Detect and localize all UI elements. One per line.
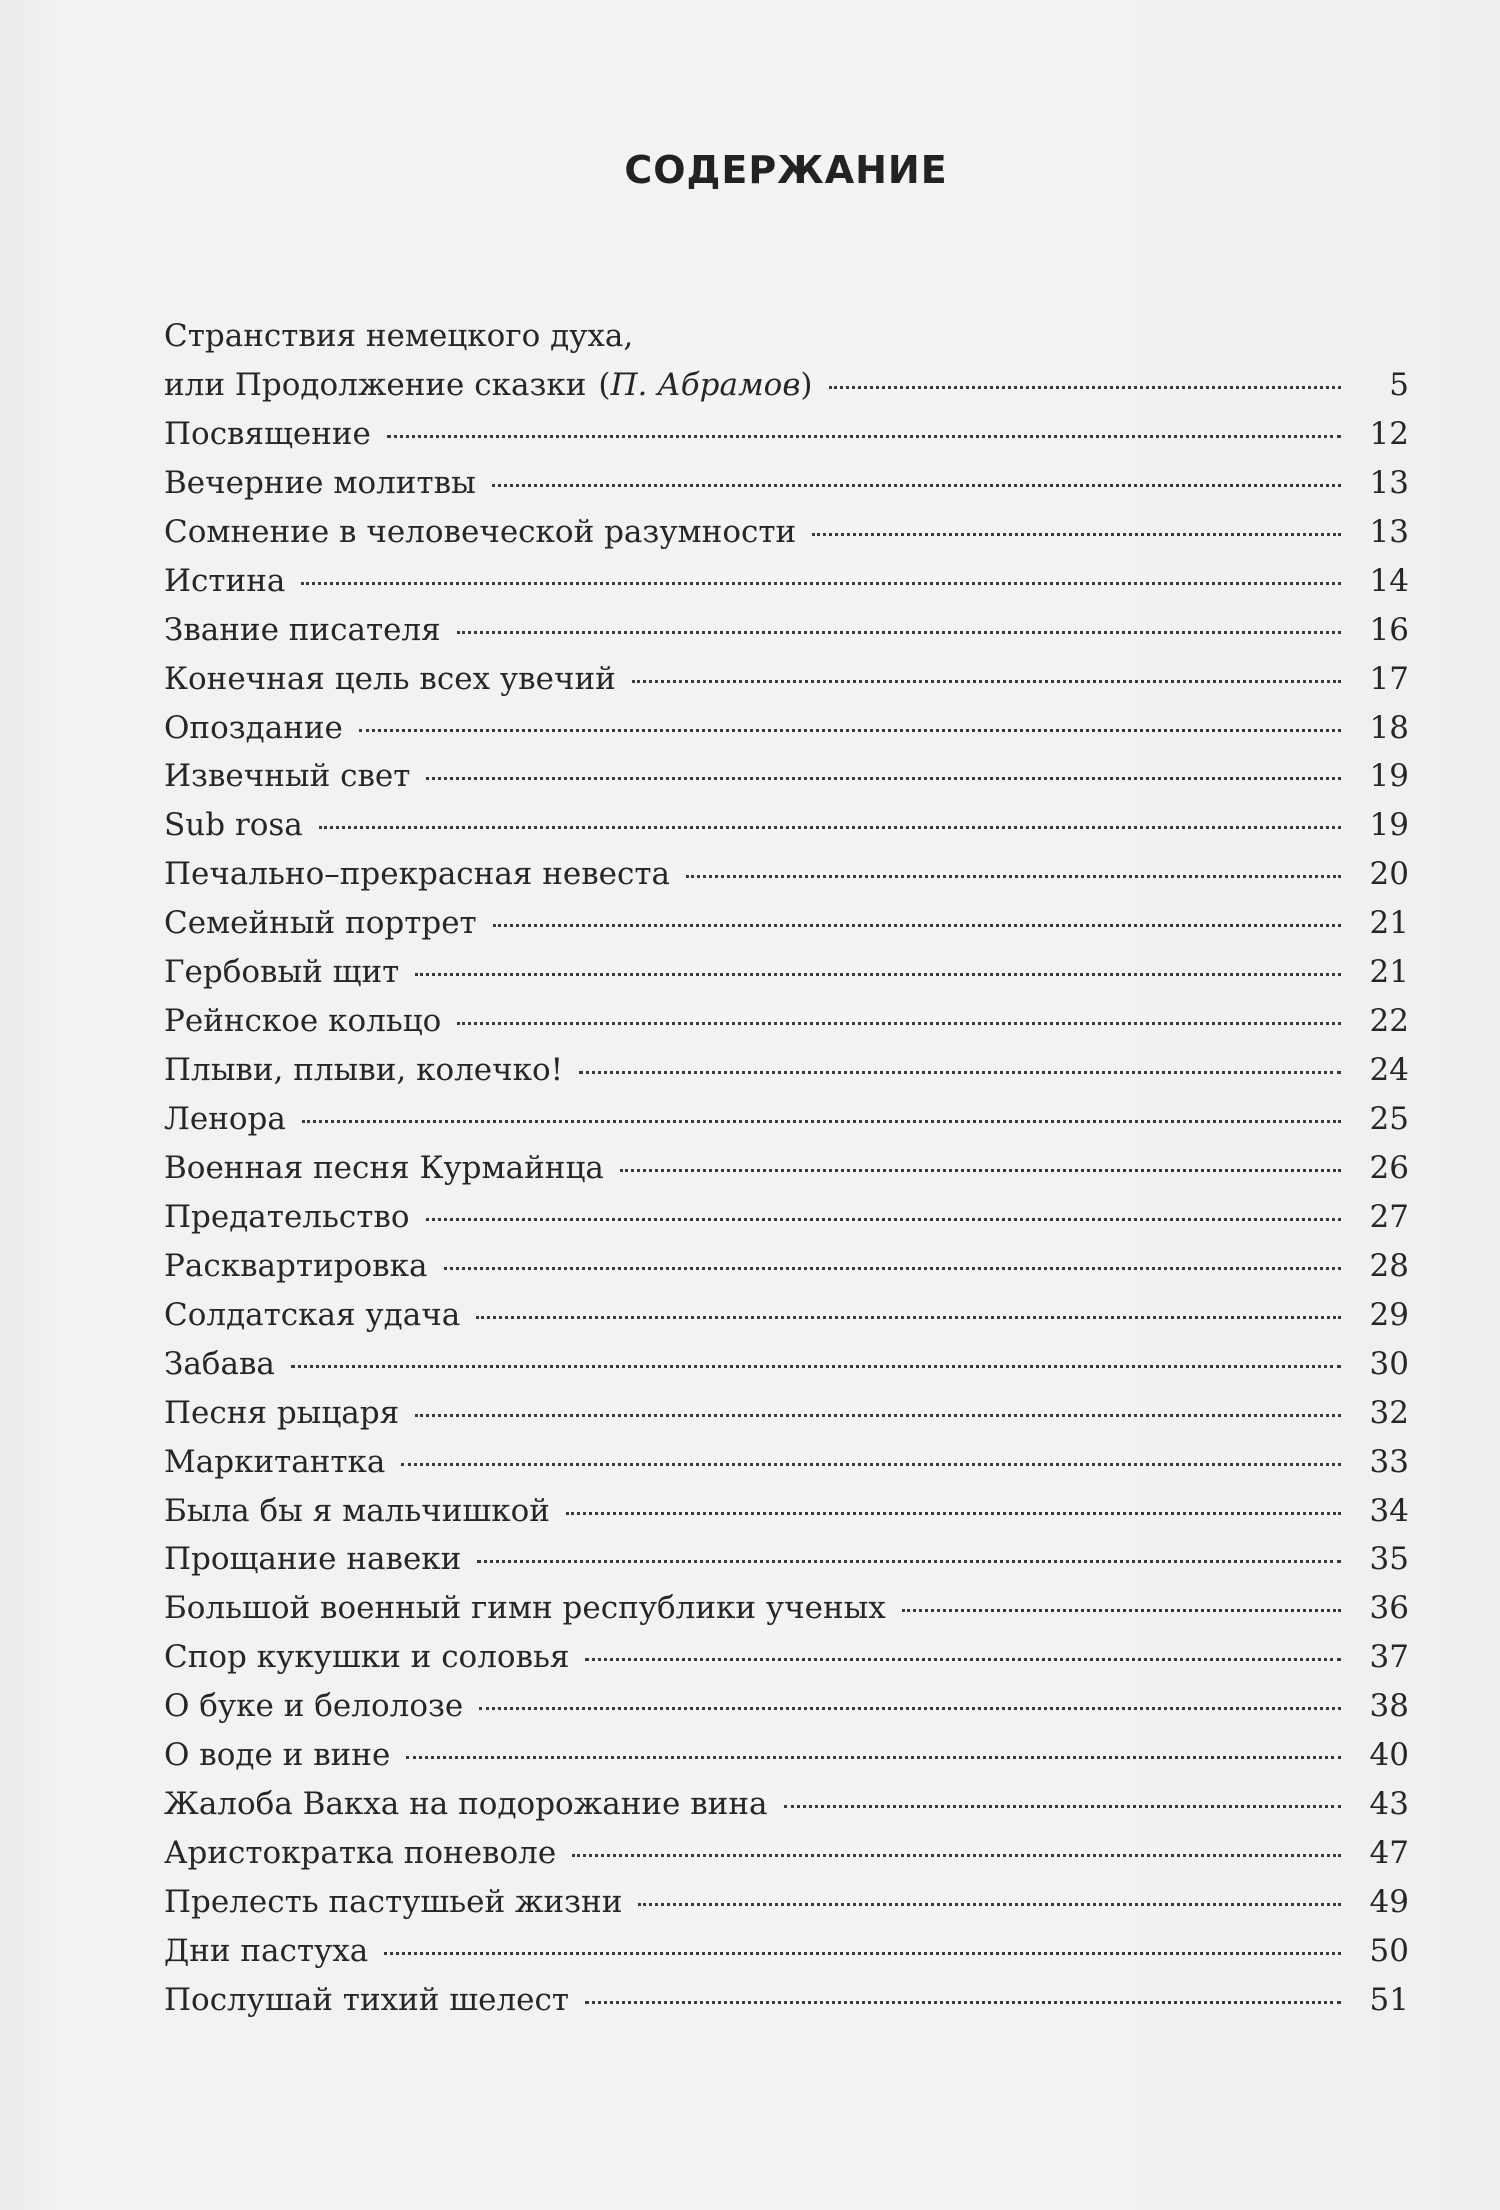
- toc-entry: [164, 655, 1409, 704]
- toc-entry-title: Звание писателя: [164, 611, 441, 648]
- toc-entry: [164, 1144, 1409, 1193]
- toc-entry-page: 22: [1369, 1003, 1409, 1040]
- toc-entry-page: 21: [1369, 905, 1409, 942]
- toc-entry-title: О воде и вине: [164, 1737, 391, 1774]
- toc-entry: [164, 1731, 1409, 1780]
- toc-entry: [164, 606, 1409, 655]
- toc-entry-title: Вечерние молитвы: [164, 464, 476, 501]
- toc-entry-title: Жалоба Вакха на подорожание вина: [164, 1786, 768, 1823]
- dot-leader: [406, 1756, 1341, 1759]
- toc-entry-title: Послушай тихий шелест: [164, 1981, 569, 2018]
- dot-leader: [415, 1414, 1341, 1417]
- toc-entry: [164, 459, 1409, 508]
- dot-leader: [784, 1805, 1342, 1808]
- toc-entry-page: 43: [1369, 1786, 1409, 1823]
- dot-leader: [585, 1658, 1341, 1661]
- dot-leader: [566, 1512, 1341, 1515]
- dot-leader: [477, 1560, 1341, 1563]
- dot-leader: [302, 1120, 1341, 1123]
- toc-entry-page: 20: [1369, 856, 1409, 893]
- toc-entry-page: 47: [1369, 1835, 1409, 1872]
- toc-entry: [164, 557, 1409, 606]
- toc-entry-first: [164, 312, 1409, 410]
- toc-entry-page: 19: [1369, 758, 1409, 795]
- toc-entry-page: 28: [1369, 1247, 1409, 1284]
- toc-entry: [164, 899, 1409, 948]
- toc-entry: [164, 1438, 1409, 1487]
- toc-entry-title: Расквартировка: [164, 1247, 428, 1284]
- dot-leader: [387, 435, 1341, 438]
- toc-entry: [164, 1291, 1409, 1340]
- toc-list: [164, 410, 1409, 2025]
- dot-leader: [686, 875, 1341, 878]
- dot-leader: [291, 1365, 1341, 1368]
- dot-leader: [479, 1707, 1341, 1710]
- toc-entry-title: Песня рыцаря: [164, 1394, 400, 1431]
- toc-entry: [164, 1535, 1409, 1584]
- toc-entry-page: 35: [1369, 1541, 1409, 1578]
- toc-entry-page: 40: [1369, 1737, 1409, 1774]
- toc-entry-title: Маркитантка: [164, 1443, 386, 1480]
- dot-leader: [812, 533, 1341, 536]
- toc-entry: [164, 1927, 1409, 1976]
- table-of-contents: [164, 312, 1409, 2025]
- dot-leader: [301, 582, 1341, 585]
- dot-leader: [492, 484, 1341, 487]
- toc-entry-title: Плыви, плыви, колечко!: [164, 1052, 564, 1089]
- dot-leader: [638, 1903, 1341, 1906]
- dot-leader: [493, 924, 1341, 927]
- toc-entry: [164, 1682, 1409, 1731]
- toc-entry-title: Предательство: [164, 1198, 410, 1235]
- toc-entry: [164, 1487, 1409, 1536]
- toc-entry-title: Прощание навеки: [164, 1541, 462, 1578]
- toc-entry-page: 30: [1369, 1345, 1409, 1382]
- toc-entry: [164, 1095, 1409, 1144]
- toc-entry: [164, 704, 1409, 753]
- toc-entry-line2: [164, 361, 1409, 410]
- toc-entry-title: Опоздание: [164, 709, 343, 746]
- dot-leader: [426, 1218, 1342, 1221]
- dot-leader: [620, 1169, 1341, 1172]
- dot-leader: [426, 777, 1341, 780]
- toc-entry: [164, 1780, 1409, 1829]
- toc-entry: [164, 1340, 1409, 1389]
- toc-entry-title: Была бы я мальчишкой: [164, 1492, 550, 1529]
- toc-entry-page: 36: [1369, 1590, 1409, 1627]
- toc-entry-page: 18: [1369, 709, 1409, 746]
- toc-entry-title: Семейный портрет: [164, 905, 477, 942]
- toc-entry-page: 50: [1369, 1932, 1409, 1969]
- dot-leader: [902, 1609, 1341, 1612]
- dot-leader: [457, 631, 1341, 634]
- toc-entry: [164, 801, 1409, 850]
- toc-entry-page: 14: [1369, 562, 1409, 599]
- dot-leader: [572, 1854, 1341, 1857]
- toc-entry: [164, 1976, 1409, 2025]
- toc-entry-title: Дни пастуха: [164, 1932, 369, 1969]
- toc-entry-page: 32: [1369, 1394, 1409, 1431]
- toc-entry: [164, 850, 1409, 899]
- toc-entry-title: Ленора: [164, 1101, 286, 1138]
- dot-leader: [585, 2001, 1341, 2004]
- toc-entry-title: Конечная цель всех увечий: [164, 660, 616, 697]
- toc-entry-page: 17: [1369, 660, 1409, 697]
- toc-entry: [164, 997, 1409, 1046]
- toc-entry: [164, 1633, 1409, 1682]
- toc-entry: [164, 1193, 1409, 1242]
- dot-leader: [401, 1463, 1341, 1466]
- toc-entry-page: 13: [1369, 513, 1409, 550]
- toc-entry-page: 12: [1369, 415, 1409, 452]
- toc-entry: [164, 948, 1409, 997]
- toc-entry-page: 24: [1369, 1052, 1409, 1089]
- dot-leader: [415, 973, 1341, 976]
- toc-entry-title: Прелесть пастушьей жизни: [164, 1884, 623, 1921]
- toc-entry-title: Рейнское кольцо: [164, 1003, 442, 1040]
- toc-entry-author: (П. Абрамов): [598, 366, 813, 403]
- toc-entry: [164, 1242, 1409, 1291]
- toc-entry-title: Аристократка поневоле: [164, 1835, 557, 1872]
- toc-entry-title: Спор кукушки и соловья: [164, 1639, 570, 1676]
- dot-leader: [444, 1267, 1342, 1270]
- toc-entry: [164, 1389, 1409, 1438]
- dot-leader: [476, 1316, 1341, 1319]
- toc-entry-page: 49: [1369, 1884, 1409, 1921]
- dot-leader: [319, 826, 1341, 829]
- dot-leader: [579, 1071, 1341, 1074]
- toc-entry: [164, 1878, 1409, 1927]
- toc-entry: [164, 508, 1409, 557]
- toc-entry-title: О буке и белолозе: [164, 1688, 464, 1725]
- toc-entry-title: Сомнение в человеческой разумности: [164, 513, 797, 550]
- toc-entry-page: 16: [1369, 611, 1409, 648]
- page-title: СОДЕРЖАНИЕ: [624, 148, 948, 192]
- toc-entry-page: 13: [1369, 464, 1409, 501]
- toc-entry: [164, 752, 1409, 801]
- toc-entry-title: Извечный свет: [164, 758, 411, 795]
- toc-entry-title: Истина: [164, 562, 286, 599]
- toc-entry-page: 37: [1369, 1639, 1409, 1676]
- toc-entry-page: 33: [1369, 1443, 1409, 1480]
- toc-entry-page: 25: [1369, 1101, 1409, 1138]
- dot-leader: [632, 680, 1341, 683]
- toc-entry-title-line1: Странствия немецкого духа,: [164, 318, 634, 354]
- toc-entry-title-line2: или Продолжение сказки: [164, 366, 587, 403]
- toc-entry-title: Посвящение: [164, 415, 371, 452]
- toc-entry-title: Печально–прекрасная невеста: [164, 856, 671, 893]
- toc-entry-page: 29: [1369, 1296, 1409, 1333]
- toc-entry: [164, 1046, 1409, 1095]
- dot-leader: [457, 1022, 1341, 1025]
- toc-entry: [164, 1584, 1409, 1633]
- toc-entry: [164, 1829, 1409, 1878]
- toc-entry-page: 26: [1369, 1149, 1409, 1186]
- toc-entry-title: Большой военный гимн республики ученых: [164, 1590, 886, 1627]
- toc-entry-page: 21: [1369, 954, 1409, 991]
- toc-entry: [164, 410, 1409, 459]
- toc-entry-page: 51: [1369, 1981, 1409, 2018]
- dot-leader: [829, 386, 1342, 389]
- toc-entry-page: 5: [1389, 366, 1409, 403]
- toc-entry-page: 27: [1369, 1198, 1409, 1235]
- toc-entry-page: 38: [1369, 1688, 1409, 1725]
- toc-entry-page: 34: [1369, 1492, 1409, 1529]
- toc-entry-page: 19: [1369, 807, 1409, 844]
- dot-leader: [359, 729, 1341, 732]
- dot-leader: [384, 1952, 1341, 1955]
- toc-entry-title: Солдатская удача: [164, 1296, 461, 1333]
- toc-entry-title: Sub rosa: [164, 807, 303, 844]
- toc-entry-title: Военная песня Курмайнца: [164, 1149, 604, 1186]
- toc-entry-title: Гербовый щит: [164, 954, 400, 991]
- toc-entry-title: Забава: [164, 1345, 275, 1382]
